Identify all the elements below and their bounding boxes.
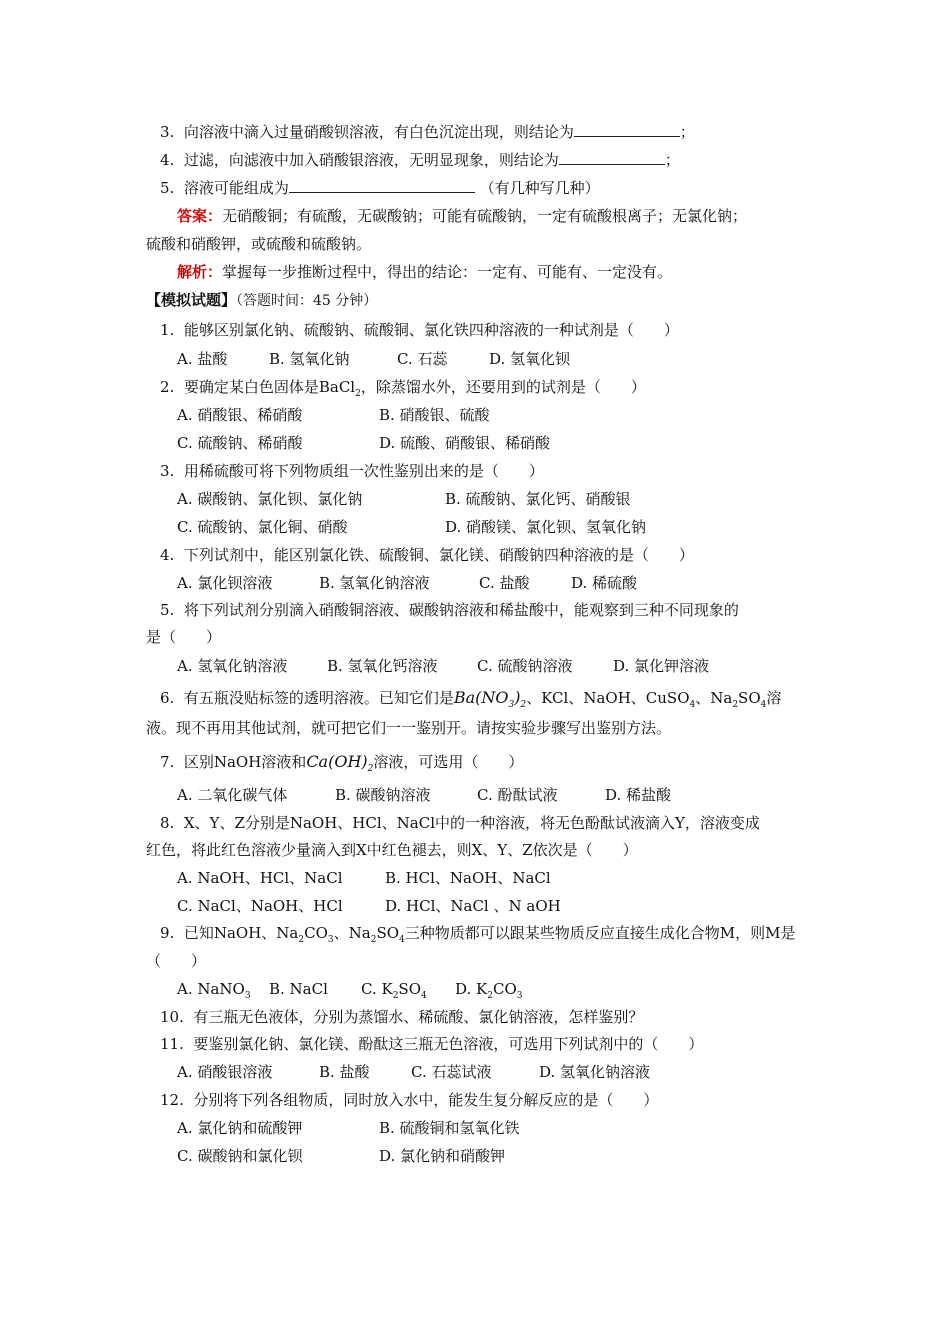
intro-question-5: 5. 溶液可能组成为 （有几种写几种）: [160, 179, 600, 197]
option-c[interactable]: C. 石蕊: [397, 350, 448, 368]
answer-label: 答案：: [177, 207, 223, 225]
option-d[interactable]: D. 氢氧化钡: [489, 350, 571, 368]
option-b[interactable]: B. 硝酸银、硫酸: [379, 406, 490, 424]
question-4-options: [177, 573, 637, 593]
question-8-cont: 红色，将此红色溶液少量滴入到X中红色褪去，则X、Y、Z依次是（ ）: [146, 841, 638, 859]
question-12: 12. 分别将下列各组物质，同时放入水中，能发生复分解反应的是（ ）: [160, 1091, 659, 1109]
answer-blank[interactable]: [574, 122, 680, 137]
analysis-label: 解析：: [177, 263, 223, 281]
option-d[interactable]: D. 稀硫酸: [571, 574, 638, 592]
option-c[interactable]: C. 盐酸: [479, 574, 530, 592]
question-2-options-1: [177, 405, 490, 425]
analysis-line: 解析：掌握每一步推断过程中，得出的结论：一定有、可能有、一定没有。: [177, 263, 673, 281]
option-b[interactable]: B. 盐酸: [319, 1063, 370, 1081]
option-d[interactable]: D. 硫酸、硝酸银、稀硝酸: [379, 434, 551, 452]
option-c[interactable]: C. 硫酸钠、稀硝酸: [177, 434, 303, 452]
option-b[interactable]: B. 氢氧化钠: [269, 350, 350, 368]
question-11: 11. 要鉴别氯化钠、氯化镁、酚酞这三瓶无色溶液，可选用下列试剂中的（ ）: [160, 1035, 704, 1053]
question-6: 6. 有五瓶没贴标签的透明溶液。已知它们是$Ba(NO_3)_2$、KCl、NaOH、CuSO$_4$、$Na_2SO_4$溶: [160, 688, 782, 711]
question-6-cont: 液。现不再用其他试剂，就可把它们一一鉴别开。请按实验步骤写出鉴别方法。: [146, 719, 672, 737]
option-d[interactable]: D. 硝酸镁、氯化钡、氢氧化钠: [445, 518, 647, 536]
option-c[interactable]: C. NaCl、NaOH、HCl: [177, 897, 343, 915]
question-8: 8. X、Y、Z分别是NaOH、HCl、NaCl中的一种溶液，将无色酚酞试液滴入Y，溶液变成: [160, 814, 760, 832]
option-d[interactable]: D. $K_2CO_3$: [455, 980, 523, 1001]
question-3-options-1: [177, 489, 631, 509]
answer-line-2: 硫酸和硝酸钾，或硫酸和硫酸钠。: [146, 235, 372, 253]
option-c[interactable]: C. 石蕊试液: [411, 1063, 492, 1081]
option-b[interactable]: B. 氢氧化钙溶液: [327, 657, 438, 675]
question-12-options-2: [177, 1146, 505, 1166]
formula-ca-oh-2: $Ca(OH)_2$: [306, 752, 374, 775]
question-5: 5. 将下列试剂分别滴入硝酸铜溶液、碳酸钠溶液和稀盐酸中，能观察到三种不同现象的: [160, 601, 739, 619]
option-a[interactable]: A. 碳酸钠、氯化钡、氯化钠: [177, 490, 363, 508]
option-a[interactable]: A. 氯化钡溶液: [177, 574, 273, 592]
question-1-options: [177, 349, 570, 369]
option-b[interactable]: B. 氢氧化钠溶液: [319, 574, 430, 592]
question-9: 9. 已知NaOH、$Na_2CO_3$、$Na_2SO_4$三种物质都可以跟某些物质反应直接生成化合物M，则M是: [160, 924, 796, 945]
option-a[interactable]: A. NaNO$_3$: [177, 980, 251, 1001]
question-2: 2. 要确定某白色固体是BaCl$_2$，除蒸馏水外，还要用到的试剂是（ ）: [160, 378, 646, 399]
answer-blank[interactable]: [559, 150, 665, 165]
option-a[interactable]: A. 硝酸银、稀硝酸: [177, 406, 303, 424]
option-d[interactable]: D. HCl、NaCl 、N aOH: [385, 897, 561, 915]
question-3: 3. 用稀硫酸可将下列物质组一次性鉴别出来的是（ ）: [160, 462, 544, 480]
option-a[interactable]: A. 氢氧化钠溶液: [177, 657, 288, 675]
option-d[interactable]: D. 氯化钾溶液: [613, 657, 710, 675]
question-8-options-2: [177, 896, 561, 916]
formula-ba-no3-2: $Ba(NO_3)_2$: [453, 688, 527, 711]
option-d[interactable]: D. 氯化钠和硝酸钾: [379, 1147, 506, 1165]
option-d[interactable]: D. 稀盐酸: [605, 786, 672, 804]
section-heading: 【模拟试题】（答题时间：45 分钟）: [146, 291, 378, 309]
option-c[interactable]: C. 硫酸钠溶液: [477, 657, 573, 675]
question-9-options: [177, 979, 522, 1006]
option-b[interactable]: B. HCl、NaOH、NaCl: [385, 869, 551, 887]
option-b[interactable]: B. 硫酸钠、氯化钙、硝酸银: [445, 490, 631, 508]
question-4: 4. 下列试剂中，能区别氯化铁、硫酸铜、氯化镁、硝酸钠四种溶液的是（ ）: [160, 546, 694, 564]
question-7-options: [177, 785, 671, 805]
intro-question-4: 4. 过滤，向滤液中加入硝酸银溶液，无明显现象，则结论为 ；: [160, 151, 680, 169]
option-c[interactable]: C. 酚酞试液: [477, 786, 558, 804]
option-c[interactable]: C. 硫酸钠、氯化铜、硝酸: [177, 518, 348, 536]
question-12-options-1: [177, 1118, 520, 1138]
option-a[interactable]: A. NaOH、HCl、NaCl: [177, 869, 343, 887]
option-a[interactable]: A. 氯化钠和硫酸钾: [177, 1119, 303, 1137]
question-11-options: [177, 1062, 650, 1082]
question-5-options: [177, 656, 709, 676]
option-b[interactable]: B. NaCl: [269, 980, 328, 998]
question-1: 1. 能够区别氯化钠、硫酸钠、硫酸铜、氯化铁四种溶液的一种试剂是（ ）: [160, 321, 679, 339]
option-a[interactable]: A. 盐酸: [177, 350, 228, 368]
option-a[interactable]: A. 硝酸银溶液: [177, 1063, 273, 1081]
answer-blank[interactable]: [289, 178, 475, 193]
answer-line-1: 答案：无硝酸铜；有硫酸，无碳酸钠；可能有硫酸钠，一定有硫酸根离子；无氯化钠；: [177, 207, 748, 225]
option-d[interactable]: D. 氢氧化钠溶液: [539, 1063, 651, 1081]
question-7: 7. 区别NaOH溶液和$Ca(OH)_2$溶液，可选用（ ）: [160, 752, 524, 775]
question-5-cont: 是（ ）: [146, 628, 222, 646]
option-b[interactable]: B. 硫酸铜和氢氧化铁: [379, 1119, 520, 1137]
question-10: 10. 有三瓶无色液体，分别为蒸馏水、稀硫酸、氯化钠溶液，怎样鉴别？: [160, 1008, 644, 1026]
option-a[interactable]: A. 二氧化碳气体: [177, 786, 288, 804]
question-8-options-1: [177, 868, 551, 888]
question-2-options-2: [177, 433, 550, 453]
option-c[interactable]: C. $K_2SO_4$: [361, 980, 427, 1001]
option-b[interactable]: B. 碳酸钠溶液: [335, 786, 431, 804]
question-3-options-2: [177, 517, 646, 537]
intro-question-3: 3. 向溶液中滴入过量硝酸钡溶液，有白色沉淀出现，则结论为 ；: [160, 123, 695, 141]
option-c[interactable]: C. 碳酸钠和氯化钡: [177, 1147, 303, 1165]
question-9-cont: （ ）: [146, 952, 207, 970]
